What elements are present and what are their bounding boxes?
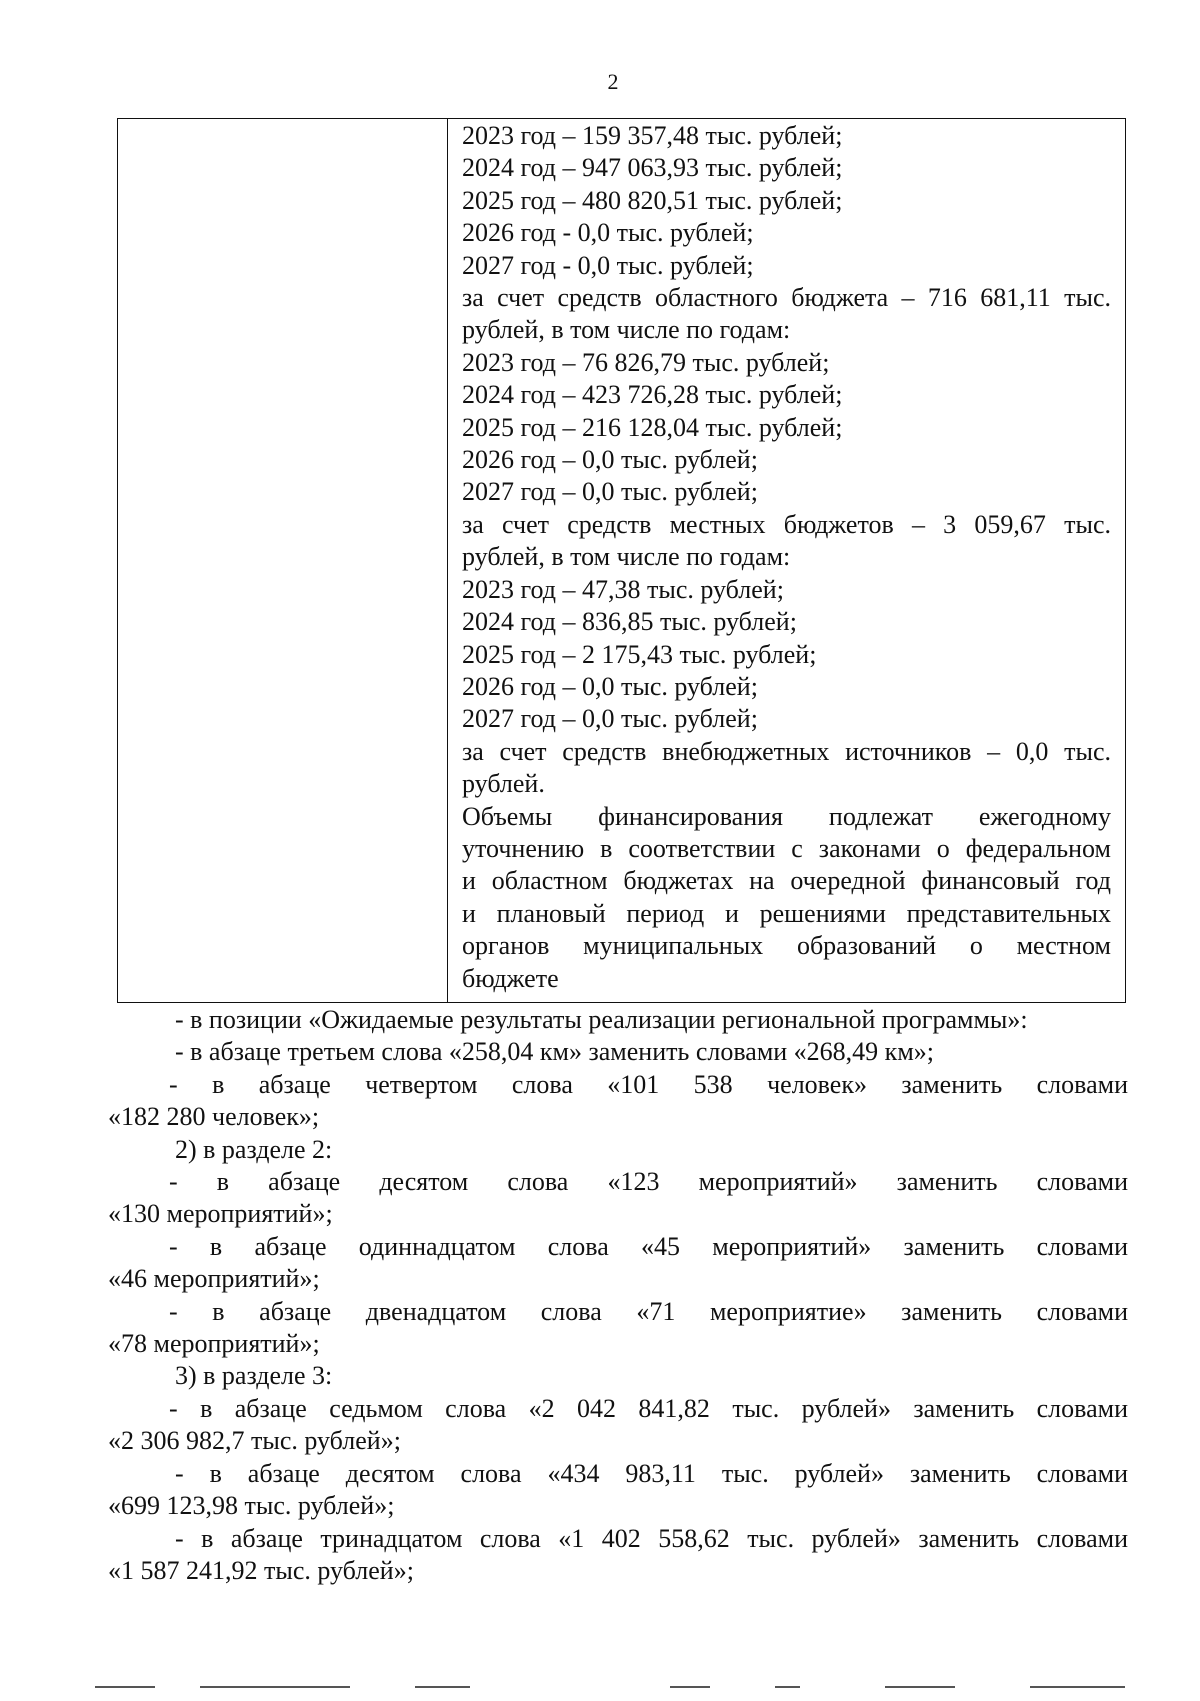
table-line: рублей, в том числе по годам: — [462, 315, 791, 345]
table-line: рублей. — [462, 769, 545, 799]
table-line: Объемы финансирования подлежат ежегодному — [462, 801, 1111, 831]
body-line: 3) в разделе 3: — [175, 1361, 333, 1391]
page-number: 2 — [607, 69, 619, 94]
financing-table — [117, 118, 1126, 1003]
table-line: 2023 год – 159 357,48 тыс. рублей; — [462, 121, 843, 150]
table-line: 2026 год - 0,0 тыс. рублей; — [462, 218, 754, 248]
table-line: 2025 год – 216 128,04 тыс. рублей; — [462, 412, 843, 442]
table-line: 2026 год – 0,0 тыс. рублей; — [462, 445, 758, 475]
table-line: 2023 год – 76 826,79 тыс. рублей; — [462, 347, 830, 377]
table-line: 2024 год – 423 726,28 тыс. рублей; — [462, 380, 843, 410]
table-line: 2024 год – 947 063,93 тыс. рублей; — [462, 153, 843, 183]
body-line: - в абзаце десятом слова «434 983,11 тыс. рублей» заменить словами — [175, 1458, 1128, 1488]
body-line: «1 587 241,92 тыс. рублей»; — [108, 1555, 414, 1585]
body-line: «78 мероприятий»; — [108, 1329, 320, 1359]
table-line: рублей, в том числе по годам: — [462, 542, 791, 572]
table-line: 2027 год – 0,0 тыс. рублей; — [462, 704, 758, 734]
table-cell-left — [118, 119, 448, 1003]
table-line: 2024 год – 836,85 тыс. рублей; — [462, 607, 797, 637]
table-line: и областном бюджетах на очередной финансовый год — [462, 866, 1111, 896]
body-line: - в абзаце тринадцатом слова «1 402 558,62 тыс. рублей» заменить словами — [175, 1523, 1128, 1553]
financing-text — [462, 120, 1111, 995]
body-line: 2) в разделе 2: — [175, 1134, 333, 1164]
scan-edge-marks — [95, 1686, 1125, 1690]
table-line: 2026 год – 0,0 тыс. рублей; — [462, 671, 758, 701]
table-line: 2025 год – 2 175,43 тыс. рублей; — [462, 639, 817, 669]
amendment-text — [108, 1004, 1128, 1587]
table-line: 2027 год – 0,0 тыс. рублей; — [462, 477, 758, 507]
body-line: - в абзаце третьем слова «258,04 км» заменить словами «268,49 км»; — [175, 1037, 934, 1067]
body-line: - в абзаце четвертом слова «101 538 человек» заменить словами — [169, 1069, 1128, 1099]
body-line: «130 мероприятий»; — [108, 1199, 333, 1229]
table-line: за счет средств областного бюджета – 716 681,11 тыс. — [462, 283, 1111, 313]
table-line: за счет средств внебюджетных источников – 0,0 тыс. — [462, 736, 1111, 766]
body-line: «2 306 982,7 тыс. рублей»; — [108, 1426, 401, 1456]
table-line: 2025 год – 480 820,51 тыс. рублей; — [462, 185, 843, 215]
table-line: 2027 год - 0,0 тыс. рублей; — [462, 250, 754, 280]
body-line: «46 мероприятий»; — [108, 1264, 320, 1294]
table-line: 2023 год – 47,38 тыс. рублей; — [462, 574, 784, 604]
table-cell-right — [448, 119, 1126, 1003]
table-row — [118, 119, 1126, 1003]
body-line: - в абзаце десятом слова «123 мероприятий» заменить словами — [169, 1167, 1128, 1197]
body-line: «182 280 человек»; — [108, 1102, 320, 1132]
body-line: - в абзаце двенадцатом слова «71 мероприятие» заменить словами — [169, 1296, 1128, 1326]
table-line: за счет средств местных бюджетов – 3 059,67 тыс. — [462, 509, 1111, 539]
body-line: - в абзаце седьмом слова «2 042 841,82 тыс. рублей» заменить словами — [169, 1393, 1128, 1423]
table-line: органов муниципальных образований о местном — [462, 931, 1111, 961]
body-line: - в позиции «Ожидаемые результаты реализации региональной программы»: — [175, 1005, 1028, 1034]
table-line: и плановый период и решениями представительных — [462, 898, 1111, 928]
body-line: - в абзаце одиннадцатом слова «45 мероприятий» заменить словами — [169, 1231, 1128, 1261]
table-line: бюджете — [462, 963, 559, 993]
body-line: «699 123,98 тыс. рублей»; — [108, 1491, 395, 1521]
table-line: уточнению в соответствии с законами о федеральном — [462, 833, 1111, 863]
